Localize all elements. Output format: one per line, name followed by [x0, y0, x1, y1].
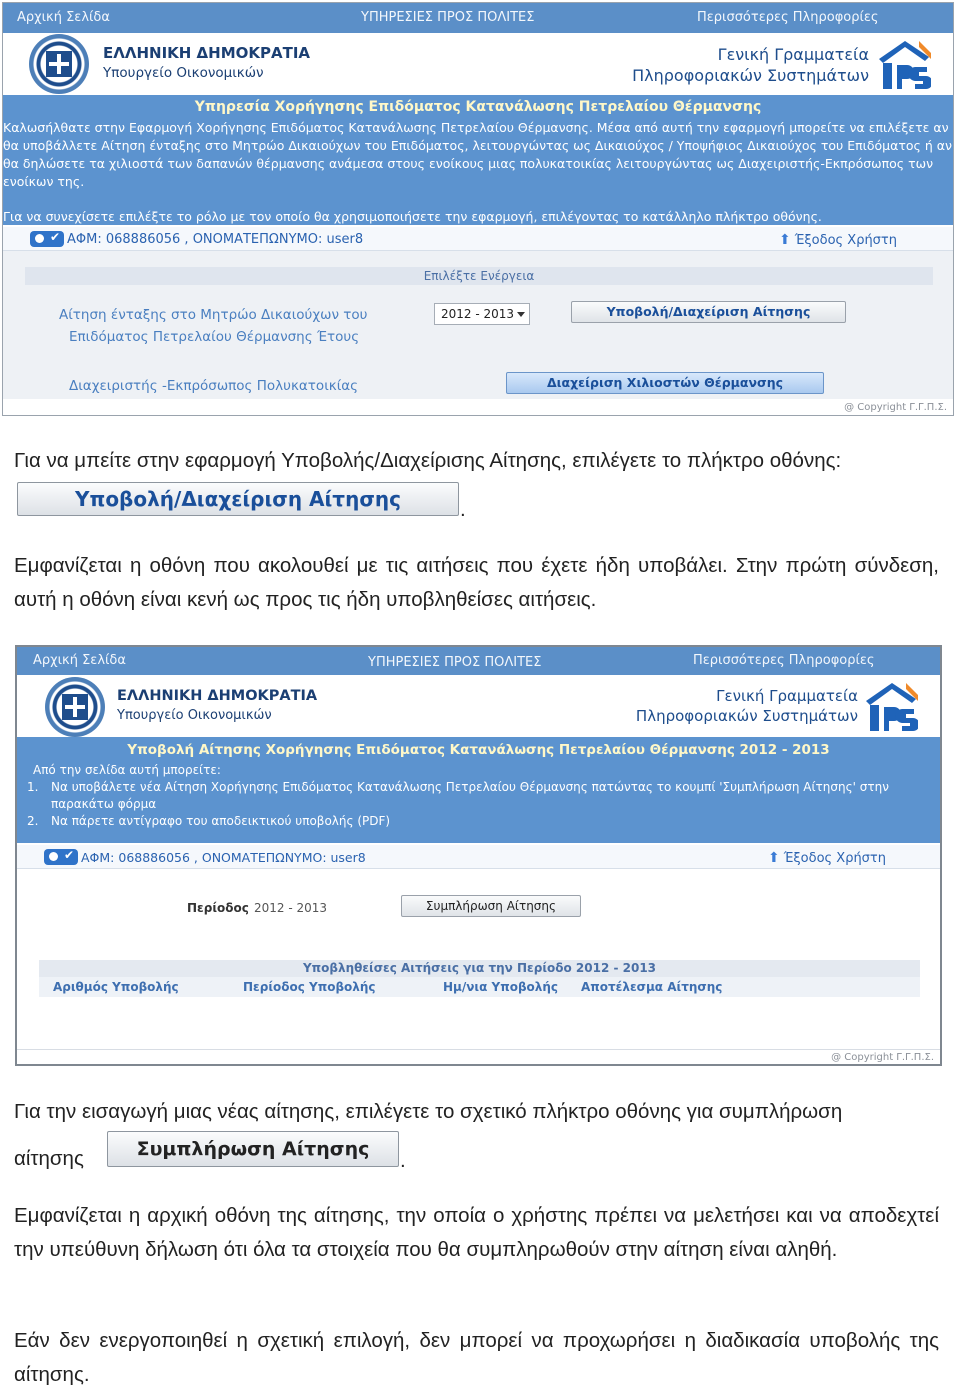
beneficiary-link[interactable] — [59, 304, 367, 348]
submit-manage-application-button[interactable]: Υποβολή/Διαχείριση Αίτησης — [571, 301, 846, 323]
logout-link[interactable] — [779, 232, 897, 248]
year-select-value: 2012 - 2013 — [441, 307, 515, 321]
intro-lead: Από την σελίδα αυτή μπορείτε: — [33, 763, 221, 777]
paragraph-initial-screen: Εμφανίζεται η αρχική οθόνη της αίτησης, την οποία ο χρήστης πρέπει να μελετήσει και να αποδεχτεί την υπεύθυνη δήλωση ότι όλα τα στοιχεία που θα συμπληρωθούν στην αίτηση είναι αληθή. — [14, 1204, 939, 1261]
copyright: @ Copyright Γ.Γ.Π.Σ. — [844, 402, 947, 413]
user-bar-2 — [17, 845, 940, 869]
ministry-subtitle: Υπουργείο Οικονομικών — [103, 65, 264, 81]
paragraph-new-application-end: . — [400, 1149, 406, 1172]
top-nav-bar — [3, 3, 953, 33]
screenshot-role-selection — [2, 2, 954, 416]
greek-emblem-icon-2 — [45, 677, 105, 737]
logout-label-2: Έξοδος Χρήστη — [783, 851, 886, 866]
chevron-down-icon — [517, 312, 525, 317]
ministry-title: ΕΛΛΗΝΙΚΗ ΔΗΜΟΚΡΑΤΙΑ — [103, 44, 311, 62]
period-label: Περίοδος — [187, 901, 249, 915]
user-icon — [30, 231, 64, 247]
fill-application-button[interactable]: Συμπλήρωση Αίτησης — [401, 895, 581, 917]
period-value: 2012 - 2013 — [254, 901, 328, 915]
nav-home-link[interactable]: Αρχική Σελίδα — [17, 10, 110, 25]
intro-panel — [3, 95, 953, 225]
copyright-2: @ Copyright Γ.Γ.Π.Σ. — [831, 1052, 934, 1063]
intro-item-1: Να υποβάλετε νέα Αίτηση Χορήγησης Επιδόματος Κατανάλωσης Πετρελαίου Θέρμανσης πατώντας το κουμπί 'Συμπλήρωση Αίτησης' στην παρακάτω φόρμα — [51, 780, 889, 811]
logout-arrow-icon-2: ⬆ — [767, 850, 780, 866]
table-header-row — [39, 977, 920, 997]
intro-item-1-number: 1. — [27, 780, 39, 794]
nav-services-link-2[interactable]: ΥΠΗΡΕΣΙΕΣ ΠΡΟΣ ΠΟΛΙΤΕΣ — [368, 655, 542, 670]
paragraph-new-application-word: αίτησης — [14, 1147, 84, 1170]
year-select[interactable] — [434, 303, 530, 325]
service-title: Υπηρεσία Χορήγησης Επιδόματος Κατανάλωσης Πετρελαίου Θέρμανσης — [194, 99, 762, 115]
paragraph-enter-app-end: . — [460, 498, 466, 521]
logout-link-2[interactable] — [768, 850, 886, 866]
brand-header-2 — [17, 675, 940, 737]
action-header: Επιλέξτε Ενέργεια — [25, 267, 933, 285]
paragraph-new-application: Για την εισαγωγή μιας νέας αίτησης, επιλέγετε το σχετικό πλήκτρο οθόνης για συμπλήρωση — [14, 1100, 843, 1123]
col-submission-number[interactable]: Αριθμός Υποβολής — [53, 980, 179, 994]
role-instruction: Για να συνεχίσετε επιλέξτε το ρόλο με τον οποίο θα χρησιμοποιήσετε την εφαρμογή, επιλέγοντας το κατάλληλο πλήκτρο οθόνης. — [3, 209, 822, 224]
gsis-title-2 — [558, 687, 858, 726]
footer-strip — [17, 1049, 940, 1065]
beneficiary-link-line1: Αίτηση ένταξης στο Μητρώο Δικαιούχων του — [59, 307, 368, 323]
user-bar — [3, 227, 953, 251]
submitted-table-title: Υποβληθείσες Αιτήσεις για την Περίοδο 2012 - 2013 — [39, 960, 920, 977]
gsis-title — [569, 45, 869, 87]
col-application-result[interactable]: Αποτέλεσμα Αίτησης — [581, 980, 723, 994]
nav-more-info-link-2[interactable]: Περισσότερες Πληροφορίες — [693, 653, 875, 668]
nav-home-link-2[interactable]: Αρχική Σελίδα — [33, 653, 126, 668]
intro-item-2: Να πάρετε αντίγραφο του αποδεικτικού υποβολής (PDF) — [51, 814, 391, 828]
top-nav-bar-2 — [17, 647, 940, 675]
ministry-subtitle-2: Υπουργείο Οικονομικών — [117, 708, 272, 723]
col-submission-date[interactable]: Ημ/νια Υποβολής — [443, 980, 559, 994]
logout-arrow-icon: ⬆ — [778, 232, 791, 248]
paragraph-activation-required: Εάν δεν ενεργοποιηθεί η σχετική επιλογή, δεν μπορεί να προχωρήσει η διαδικασία υποβολής της αίτησης. — [14, 1329, 939, 1386]
inline-fill-application-button: Συμπλήρωση Αίτησης — [107, 1131, 399, 1167]
greek-emblem-icon — [29, 34, 89, 94]
user-info-2: ΑΦΜ: 068886056 , ΟΝΟΜΑΤΕΠΩΝΥΜΟ: user8 — [81, 850, 366, 865]
inline-submit-manage-button: Υποβολή/Διαχείριση Αίτησης — [17, 482, 459, 516]
action-area — [3, 251, 954, 399]
screenshot-applications-list — [15, 645, 942, 1066]
gsis-line1: Γενική Γραμματεία — [717, 45, 869, 64]
col-submission-period[interactable]: Περίοδος Υποβολής — [243, 980, 376, 994]
intro-item-2-number: 2. — [27, 814, 39, 828]
intro-text: Καλωσήλθατε στην Εφαρμογή Χορήγησης Επιδόματος Κατανάλωσης Πετρελαίου Θέρμανσης. Μέσα από αυτή την εφαρμογή μπορείτε να επιλέξετε αν θα υποβάλλετε Αίτηση ένταξης στο Μητρώο Δικαιούχων του Επιδόματος, λειτουργώντας ως Δικαιούχος / Υποψήφιος Δικαιούχος του Επιδόματος ή αν θα δηλώσετε τα χιλιοστά των δαπανών θέρμανσης ανάμεσα στους ενοίκους μιας πολυκατοικίας λειτουργώντας ως Διαχειριστής-Εκπρόσωπος των ενοίκων της. — [3, 120, 952, 189]
nav-services-link[interactable]: ΥΠΗΡΕΣΙΕΣ ΠΡΟΣ ΠΟΛΙΤΕΣ — [361, 10, 535, 25]
logout-label: Έξοδος Χρήστη — [794, 233, 897, 248]
user-info: ΑΦΜ: 068886056 , ΟΝΟΜΑΤΕΠΩΝΥΜΟ: user8 — [67, 232, 364, 247]
gsis-line2: Πληροφοριακών Συστημάτων — [632, 65, 869, 85]
submission-title: Υποβολή Αίτησης Χορήγησης Επιδόματος Κατανάλωσης Πετρελαίου Θέρμανσης 2012 - 2013 — [127, 742, 830, 758]
gsis-logo-icon-2 — [862, 679, 918, 737]
manage-heating-shares-button[interactable]: Διαχείριση Χιλιοστών Θέρμανσης — [506, 372, 824, 394]
intro-panel-2 — [17, 737, 940, 843]
brand-header — [3, 33, 953, 95]
beneficiary-link-line2: Επιδόματος Πετρελαίου Θέρμανσης Έτους — [69, 329, 360, 345]
manager-link[interactable]: Διαχειριστής -Εκπρόσωπος Πολυκατοικίας — [69, 378, 359, 394]
paragraph-enter-app: Για να μπείτε στην εφαρμογή Υποβολής/Διαχείρισης Αίτησης, επιλέγετε το πλήκτρο οθόνης: — [14, 449, 842, 472]
applications-area — [17, 869, 940, 1049]
user-icon-2 — [44, 849, 78, 865]
paragraph-applications-screen: Εμφανίζεται η οθόνη που ακολουθεί με τις αιτήσεις που έχετε ήδη υποβάλει. Στην πρώτη σύνδεση, αυτή η οθόνη είναι κενή ως προς τις ήδη υποβληθείσες αιτήσεις. — [14, 554, 939, 611]
ministry-title-2: ΕΛΛΗΝΙΚΗ ΔΗΜΟΚΡΑΤΙΑ — [117, 688, 318, 704]
gsis-logo-icon — [875, 37, 931, 95]
gsis-line1-2: Γενική Γραμματεία — [716, 687, 858, 705]
gsis-line2-2: Πληροφοριακών Συστημάτων — [635, 706, 858, 725]
nav-more-info-link[interactable]: Περισσότερες Πληροφορίες — [697, 10, 879, 25]
